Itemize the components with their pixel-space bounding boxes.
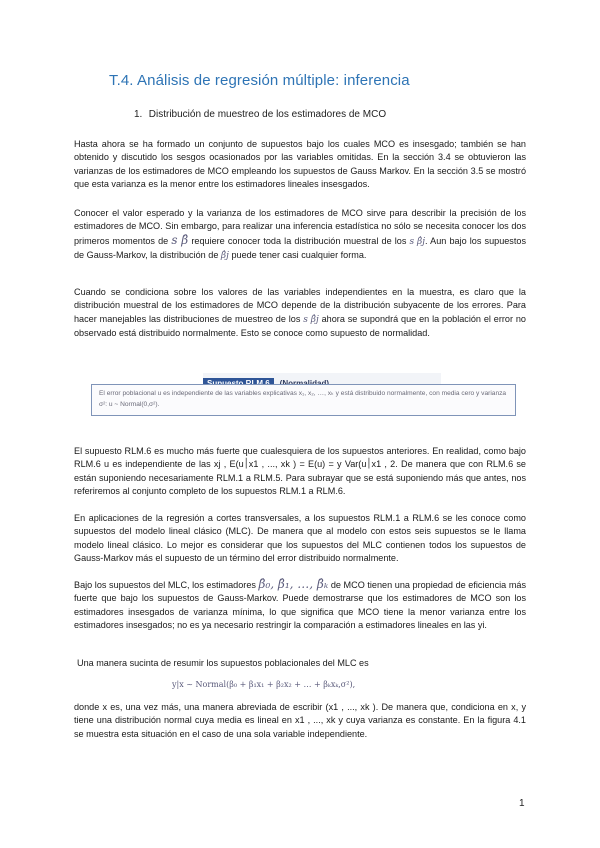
paragraph-8: donde x es, una vez más, una manera abreviada de escribir (x1 , ..., xk ). De manera que, condiciona en x, y tiene una distribución normal cuya media es lineal en x1 , ..., xk y cuya varianza es constante. En la figura 4.1 se muestra esta situación en el caso de una sola variable independiente. bbox=[74, 702, 526, 739]
section-number: 1. bbox=[134, 109, 143, 120]
paragraph-4: El supuesto RLM.6 es mucho más fuerte que cualesquiera de los supuestos anteriores. En realidad, como bajo RLM.6 u es independiente de las xj , E(u׀x1 , ..., xk ) = E(u) = y Var(u׀x1 , 2. De manera que con RLM.6 se están suponiendo necesariamente RLM.1 a RLM.5. Para subrayar que se está suponiendo más que antes, nos referiremos al conjunto completo de los supuestos RLM.1 a RLM.6. bbox=[74, 446, 526, 497]
chapter-title: T.4. Análisis de regresión múltiple: inferencia bbox=[109, 72, 410, 89]
paragraph-2-text-c: . Aun bajo los supuestos de Gauss-Markov, la distribución de bbox=[74, 235, 526, 261]
paragraph-3 bbox=[74, 286, 526, 341]
beta-hat-j-math-3: s β̂j bbox=[303, 314, 319, 325]
paragraph-5: En aplicaciones de la regresión a cortes transversales, a los supuestos RLM.1 a RLM.6 se les conoce como supuestos del modelo lineal clásico (MLC). De manera que al modelo con estos seis supuestos se le llama modelo lineal clásico. Lo mejor es considerar que los supuestos del MLC contienen todos los supuestos de Gauss-Markov más el supuesto de un término del error distribuido normalmente. bbox=[74, 513, 526, 564]
paragraph-1: Hasta ahora se ha formado un conjunto de supuestos bajo los cuales MCO es insesgado; también se han obtenido y discutido los sesgos ocasionados por las variables omitidas. En la sección 3.4 se obtuvieron las varianzas de los estimadores de MCO empleando los supuestos de Gauss Markov. En la sección 3.5 se mostró que esta varianza es la menor entre los estimadores lineales insesgados. bbox=[74, 139, 526, 190]
beta-hat-j-math: s β̂j bbox=[409, 236, 425, 247]
beta-hat-math: s β̂ bbox=[171, 232, 189, 247]
assumption-box bbox=[91, 384, 516, 416]
paragraph-2-text-b: requiere conocer toda la distribución muestral de los bbox=[188, 235, 410, 246]
paragraph-2-text-d: puede tener casi cualquier forma. bbox=[228, 250, 367, 261]
paragraph-3-text-a: Cuando se condiciona sobre los valores de las variables independientes en la muestra, es claro que la distribución muestral de los estimadores de MCO depende de la distribución subyacente de los errores. Para hacer manejables las distribuciones de muestreo de los bbox=[74, 287, 526, 324]
beta-estimators-math: β̂₀, β̂₁, …, β̂ₖ bbox=[258, 577, 329, 591]
paragraph-2 bbox=[74, 207, 526, 264]
beta-hat-j-math-2: β̂j bbox=[220, 251, 229, 262]
paragraph-7: Una manera sucinta de resumir los supuestos poblacionales del MLC es bbox=[77, 658, 369, 668]
page-number: 1 bbox=[519, 798, 525, 809]
section-label: Distribución de muestreo de los estimadores de MCO bbox=[148, 109, 387, 120]
paragraph-3-text-b: ahora se supondrá que en la población el error no observado está distribuido normalmente. Esto se conoce como supuesto de normalidad. bbox=[74, 313, 526, 339]
paragraph-6-text-a: Bajo los supuestos del MLC, los estimadores bbox=[74, 580, 259, 590]
assumption-callout bbox=[91, 373, 516, 415]
paragraph-2-text-a: Conocer el valor esperado y la varianza de los estimadores de MCO sirve para describir la precisión de los estimadores de MCO. Sin embargo, para realizar una inferencia estadística no sólo se necesita conocer los dos primeros momentos de bbox=[74, 208, 526, 246]
paragraph-6 bbox=[74, 578, 526, 633]
assumption-header bbox=[203, 373, 441, 384]
mlc-formula: y|x ~ Normal(β₀ + β₁x₁ + β₂x₂ + … + βₖxₖ,σ²), bbox=[172, 680, 356, 689]
assumption-text: El error poblacional u es independiente de las variables explicativas x₁, x₂, …, xₖ y está distribuido normalmente, con media cero y varianza σ²: u ~ Normal(0,σ²). bbox=[99, 390, 507, 408]
paragraph-6-text-b: de MCO tienen una propiedad de eficiencia más fuerte que bajo los supuestos de Gauss-Markov. Puede demostrarse que los estimadores de MCO son los estimadores insesgados de varianza mínima, lo que significa que MCO tiene la menor varianza entre los estimadores insesgados; no es ya necesario restringir la comparación a estimadores lineales en las yi. bbox=[74, 580, 527, 631]
section-heading bbox=[134, 109, 386, 120]
